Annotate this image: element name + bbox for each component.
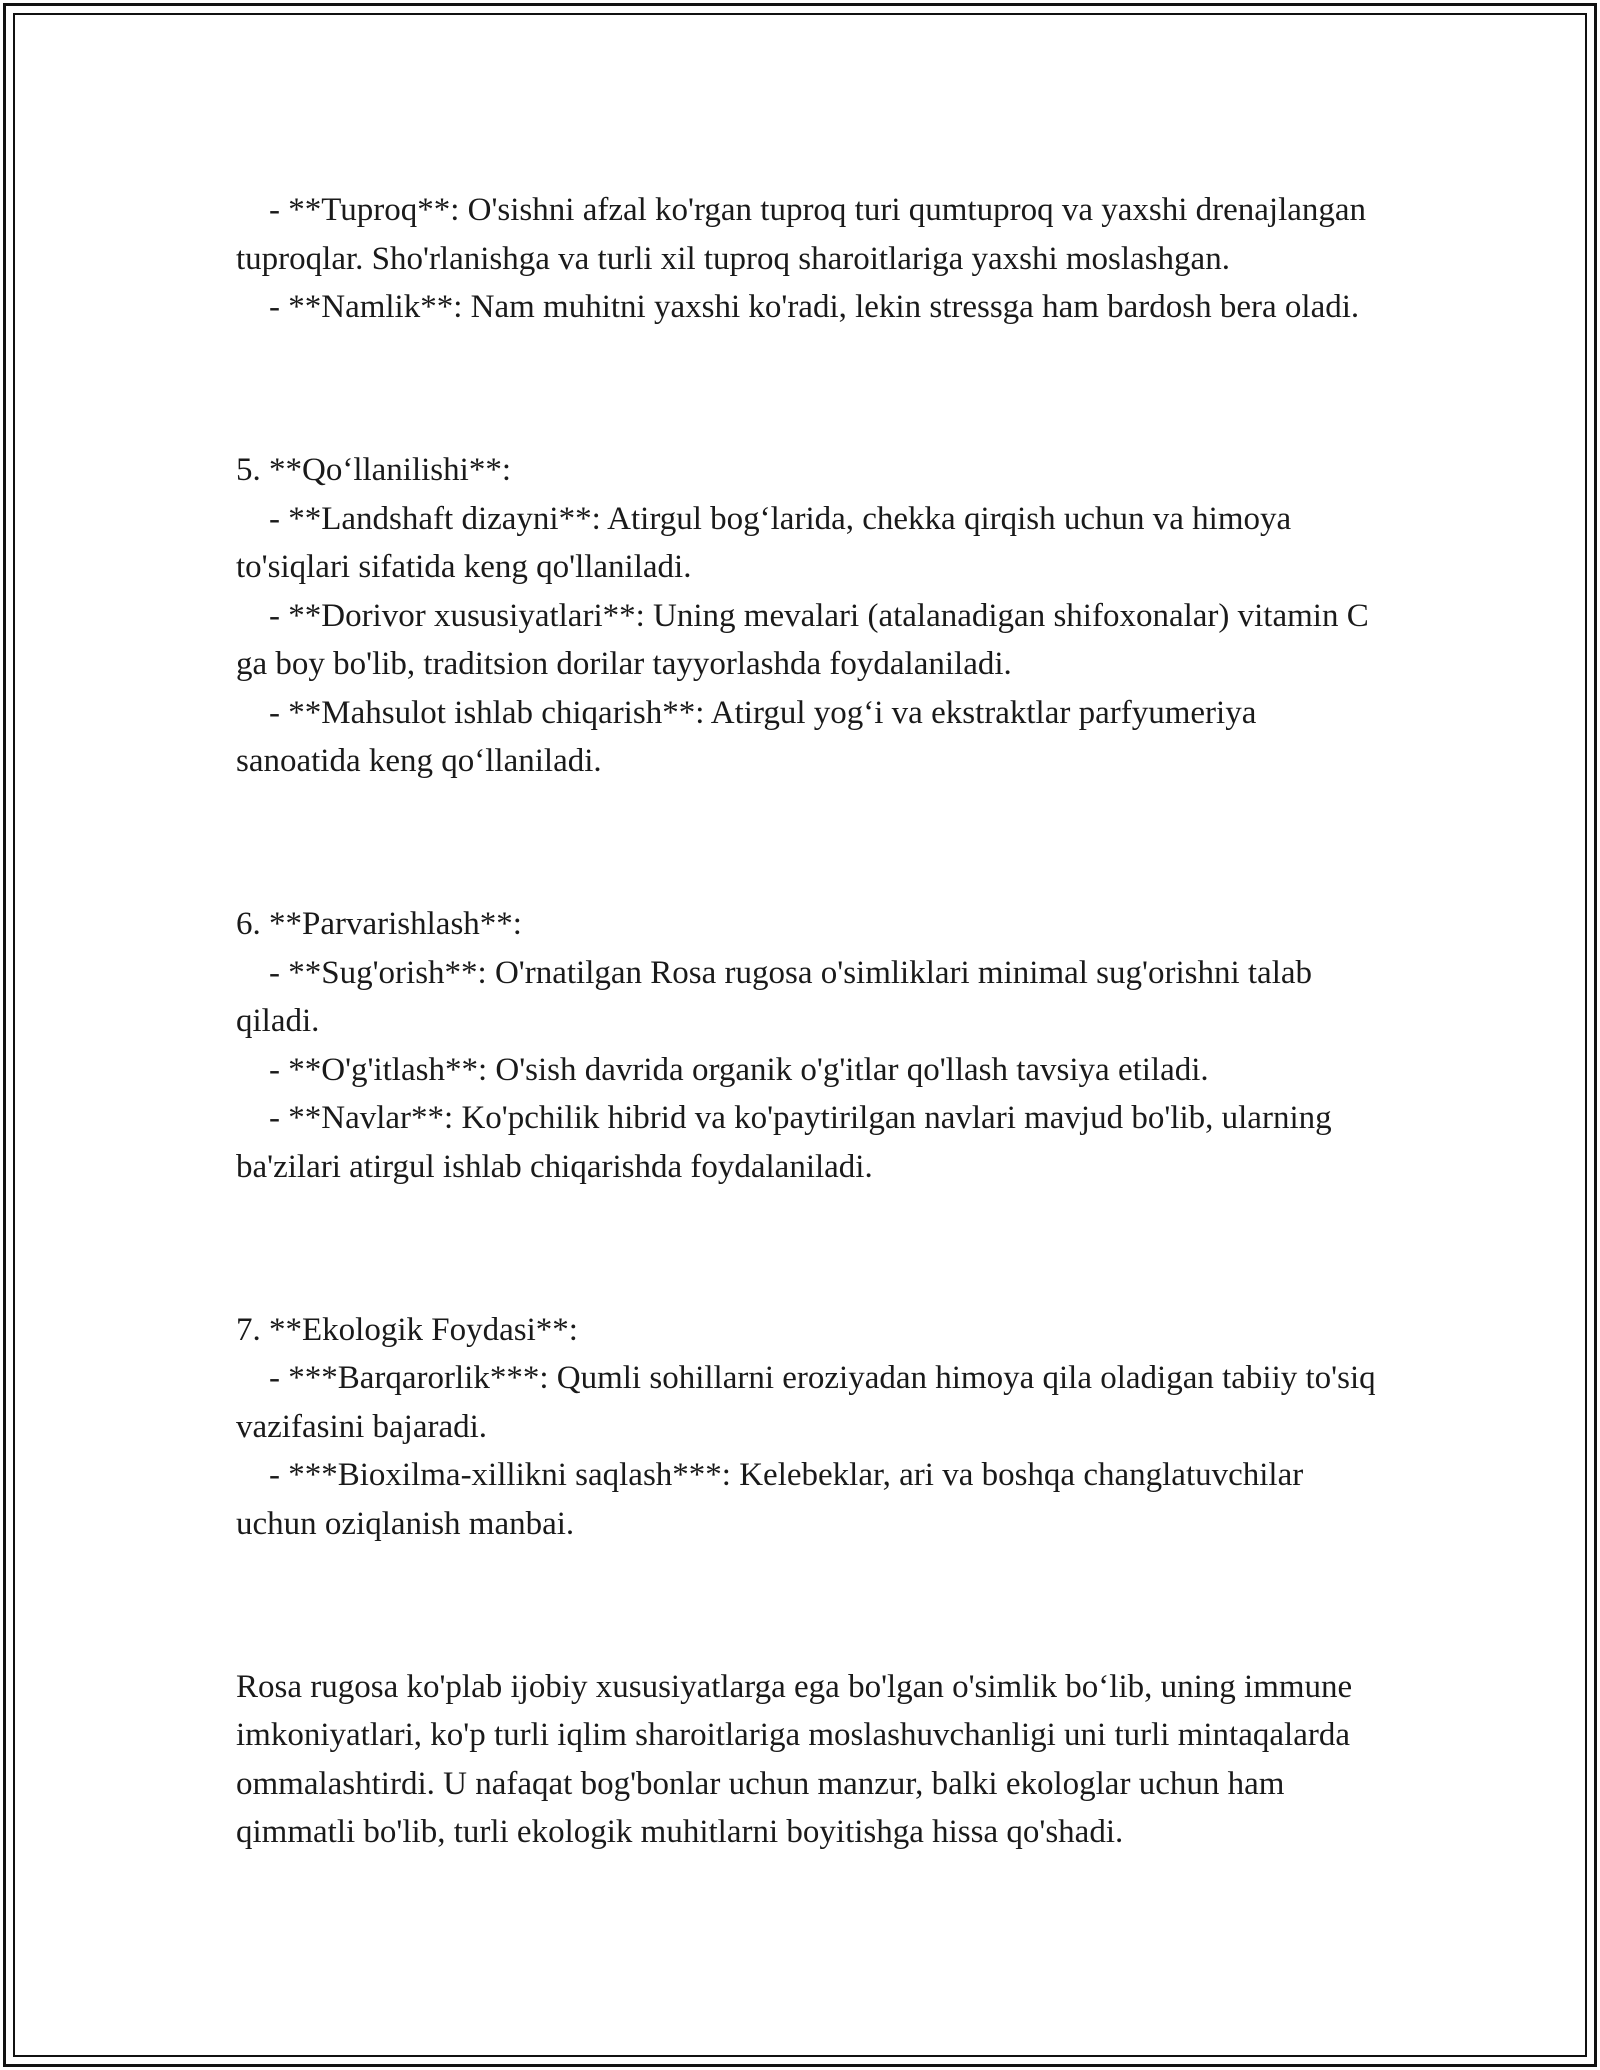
paragraph: - **Mahsulot ishlab chiqarish**: Atirgul yog‘i va ekstraktlar parfyumeriya sanoatida keng qo‘llaniladi.: [236, 694, 1265, 779]
paragraph: - **O'g'itlash**: O'sish davrida organik o'g'itlar qo'llash tavsiya etiladi.: [236, 1051, 1209, 1088]
paragraph-gap: [236, 819, 1376, 868]
paragraph: 7. **Ekologik Foydasi**:: [236, 1311, 578, 1348]
document-body: [236, 186, 1384, 1857]
paragraph: - **Namlik**: Nam muhitni yaxshi ko'radi, lekin stressga ham bardosh bera oladi.: [236, 289, 1360, 325]
paragraph: 6. **Parvarishlash**:: [236, 906, 522, 942]
paragraph: - ***Bioxilma-xillikni saqlash***: Kelebeklar, ari va boshqa changlatuvchilar uchun oziqlanish manbai.: [236, 1457, 1312, 1542]
paragraph-gap: [236, 1224, 1376, 1273]
paragraph: - **Sug'orish**: O'rnatilgan Rosa rugosa o'simliklari minimal sug'orishni talab qiladi.: [236, 954, 1321, 1039]
paragraph: Rosa rugosa ko'plab ijobiy xususiyatlarga ega bo'lgan o'simlik bo‘lib, uning immune imkoniyatlari, ko'p turli iqlim sharoitlariga moslashuvchanligi uni turli mintaqalarda ommalashtirdi. U nafaqat bog'bonlar uchun manzur, balki ekologlar uchun ham qimmatli bo'lib, turli ekologik muhitlarni boyitishga hissa qo'shadi.: [236, 1668, 1361, 1850]
paragraph-gap: [236, 1581, 1376, 1630]
paragraph: - **Dorivor xususiyatlari**: Uning mevalari (atalanadigan shifoxonalar) vitamin C ga boy bo'lib, traditsion dorilar tayyorlashda foydalaniladi.: [236, 597, 1377, 682]
paragraph: - **Navlar**: Ko'pchilik hibrid va ko'paytirilgan navlari mavjud bo'lib, ularning ba'zilari atirgul ishlab chiqarishda foydalaniladi.: [236, 1100, 1340, 1185]
paragraph-gap: [236, 365, 1376, 414]
paragraph: - ***Barqarorlik***: Qumli sohillarni eroziyadan himoya qila oladigan tabiiy to'siq vazifasini bajaradi.: [236, 1360, 1384, 1445]
paragraph: 5. **Qo‘llanilishi**:: [236, 452, 511, 488]
paragraph: - **Tuproq**: O'sishni afzal ko'rgan tuproq turi qumtuproq va yaxshi drenajlangan tuproqlar. Sho'rlanishga va turli xil tuproq sharoitlariga yaxshi moslashgan.: [236, 192, 1375, 277]
paragraph: - **Landshaft dizayni**: Atirgul bog‘larida, chekka qirqish uchun va himoya to'siqlari sifatida keng qo'llaniladi.: [236, 500, 1300, 585]
